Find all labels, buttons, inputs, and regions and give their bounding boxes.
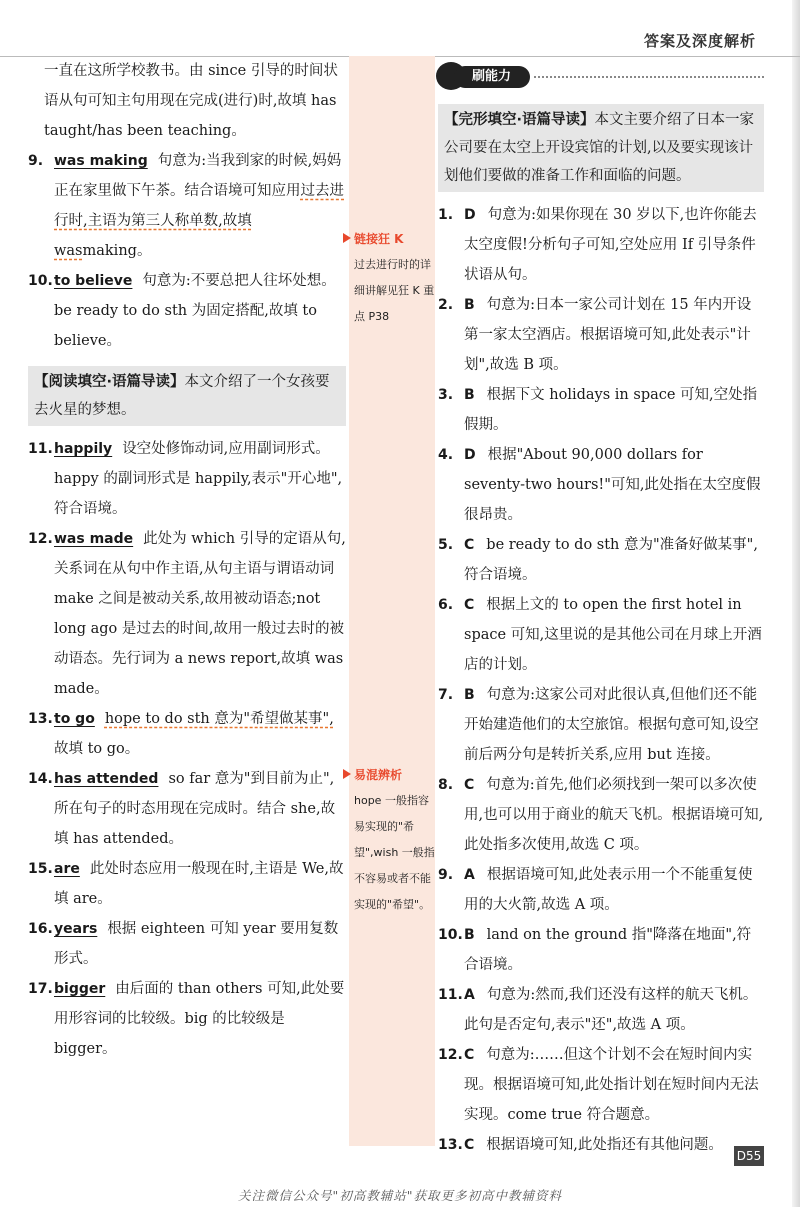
reading-guide-box (28, 366, 346, 426)
list-item (438, 440, 764, 530)
item-text: 根据"About 90,000 dollars for seventy-two hours!"可知,此处指在太空度假很昂贵。 (464, 447, 761, 523)
item-number: 5. (438, 537, 454, 553)
item-answer: B (464, 927, 475, 943)
item-text: 此处时态应用一般现在时,主语是 We,故填 are。 (54, 861, 344, 907)
note-heading: 链接狂 K (354, 232, 404, 246)
item-text: 句意为:日本一家公司计划在 15 年内开设第一家太空酒店。根据语境可知,此处表示"计划",故选 B 项。 (464, 297, 752, 373)
note-heading: 易混辨析 (354, 768, 403, 782)
list-item (438, 1130, 764, 1160)
item-number: 10. (28, 273, 53, 289)
item-number: 12. (28, 531, 53, 547)
item-answer: years (54, 921, 98, 937)
item-text: 句意为:当我到家的时候,妈妈正在家里做下午茶。结合语境可知应用 (54, 153, 342, 199)
item-number: 1. (438, 207, 454, 223)
item-answer: has attended (54, 771, 159, 787)
item-text: 句意为:如果你现在 30 岁以下,也许你能去太空度假!分析句子可知,空处应用 If 引导条件状语从句。 (464, 207, 757, 283)
item-number: 9. (438, 867, 454, 883)
margin-note-strip (349, 56, 435, 1146)
linked-text: hope to do sth 意为"希望做某事", (104, 711, 334, 727)
guide-label: 【完形填空·语篇导读】 (444, 112, 595, 128)
item-text: 根据下文 holidays in space 可知,空处指假期。 (464, 387, 758, 433)
guide-label: 【阅读填空·语篇导读】 (34, 374, 185, 390)
item-number: 6. (438, 597, 454, 613)
list-item (438, 920, 764, 980)
item-number: 16. (28, 921, 53, 937)
list-item (28, 146, 346, 266)
item-text: 句意为:首先,他们必须找到一架可以多次使用,也可以用于商业的航天飞机。根据语境可知,此处指多次使用,故选 C 项。 (464, 777, 764, 853)
item-answer: was made (54, 531, 134, 547)
item-number: 15. (28, 861, 53, 877)
item-number: 13. (438, 1137, 463, 1153)
list-item (28, 974, 346, 1064)
list-item (438, 980, 764, 1040)
left-column (28, 56, 346, 1064)
item-answer: A (464, 987, 475, 1003)
list-item (438, 1040, 764, 1130)
list-item (28, 524, 346, 704)
list-item (28, 764, 346, 854)
item-answer: C (464, 777, 475, 793)
item-number: 2. (438, 297, 454, 313)
item-answer: D (464, 447, 476, 463)
item-text: 根据上文的 to open the first hotel in space 可知,这里说的是其他公司在月球上开酒店的计划。 (464, 597, 762, 673)
list-item (28, 434, 346, 524)
list-item (438, 200, 764, 290)
list-item (28, 704, 346, 764)
page-header-title: 答案及深度解析 (643, 32, 756, 50)
badge-divider (534, 76, 764, 78)
item-answer: C (464, 1047, 475, 1063)
item-answer: D (464, 207, 476, 223)
item-number: 12. (438, 1047, 463, 1063)
item-number: 17. (28, 981, 53, 997)
item-text: 一直在这所学校教书。由 since 引导的时间状语从句可知主句用现在完成(进行)时,故填 has taught/has been teaching。 (44, 63, 338, 139)
item-answer: happily (54, 441, 113, 457)
list-item (438, 680, 764, 770)
list-item (438, 590, 764, 680)
list-item (438, 770, 764, 860)
item-answer: A (464, 867, 475, 883)
linked-text: 过去进行时,主语为第三人称单数,故填 was (54, 183, 344, 259)
margin-note-link (349, 226, 435, 330)
item-number: 8. (438, 777, 454, 793)
page-footer: 关注微信公众号"初高教辅站"获取更多初高中教辅资料 (237, 1188, 562, 1203)
note-text: hope 一般指容易实现的"希望",wish 一般指不容易或者不能实现的"希望"。 (354, 794, 435, 911)
item-text: 句意为:……但这个计划不会在短时间内实现。根据语境可知,此处指计划在短时间内无法实现。come true 符合题意。 (464, 1047, 759, 1123)
item-answer: to go (54, 711, 95, 727)
list-item (28, 914, 346, 974)
cloze-guide-box (438, 104, 764, 192)
margin-note-distinction (349, 762, 435, 918)
guide-text: 本文主要介绍了日本一家公司要在太空上开设宾馆的计划,以及要实现该计划他们要做的准备工作和面临的问题。 (444, 112, 755, 184)
item-text: 故填 to go。 (54, 741, 140, 757)
item-number: 11. (28, 441, 53, 457)
list-item (438, 380, 764, 440)
item-answer: C (464, 1137, 475, 1153)
item-text: 句意为:这家公司对此很认真,但他们还不能开始建造他们的太空旅馆。根据句意可知,设空前后两分句是转折关系,应用 but 连接。 (464, 687, 759, 763)
list-item (28, 854, 346, 914)
list-item (28, 56, 346, 146)
page-number: D55 (734, 1146, 764, 1166)
list-item (438, 290, 764, 380)
item-answer: B (464, 387, 475, 403)
item-text: 根据语境可知,此处指还有其他问题。 (486, 1137, 723, 1153)
item-number: 11. (438, 987, 463, 1003)
item-answer: B (464, 297, 475, 313)
item-number: 3. (438, 387, 454, 403)
item-answer: are (54, 861, 80, 877)
item-number: 10. (438, 927, 463, 943)
item-text: 根据 eighteen 可知 year 要用复数形式。 (54, 921, 339, 967)
list-item (28, 266, 346, 356)
guide-text: 本文介绍了一个女孩要去火星的梦想。 (34, 374, 330, 418)
item-text: 此处为 which 引导的定语从句,关系词在从句中作主语,从句主语与谓语动词 make 之间是被动关系,故用被动语态;not long ago 是过去的时间,故用一般过去时的被动语态。先行词为 a news report,故填 was made。 (54, 531, 346, 697)
item-number: 9. (28, 153, 44, 169)
item-number: 4. (438, 447, 454, 463)
item-answer: was making (54, 153, 148, 169)
item-answer: C (464, 537, 475, 553)
badge-label: 刷能力 (454, 66, 530, 88)
item-answer: C (464, 597, 475, 613)
item-text: 设空处修饰动词,应用副词形式。happy 的副词形式是 happily,表示"开心地",符合语境。 (54, 441, 343, 517)
item-text: be ready to do sth 意为"准备好做某事",符合语境。 (464, 537, 758, 583)
list-item (438, 860, 764, 920)
item-text: 由后面的 than others 可知,此处要用形容词的比较级。big 的比较级是 bigger。 (54, 981, 345, 1057)
item-number: 14. (28, 771, 53, 787)
item-text: making。 (82, 243, 152, 259)
note-text: 过去进行时的详细讲解见狂 K 重点 P38 (354, 258, 435, 323)
item-number: 7. (438, 687, 454, 703)
item-text: 句意为:不要总把人往坏处想。be ready to do sth 为固定搭配,故填 to believe。 (54, 273, 336, 349)
right-column (438, 104, 764, 1160)
item-answer: bigger (54, 981, 106, 997)
item-text: so far 意为"到目前为止",所在句子的时态用现在完成时。结合 she,故填 has attended。 (54, 771, 336, 847)
section-badge (436, 62, 530, 90)
item-text: land on the ground 指"降落在地面",符合语境。 (464, 927, 752, 973)
page-edge-shadow (792, 0, 800, 1207)
item-answer: to believe (54, 273, 133, 289)
list-item (438, 530, 764, 590)
item-number: 13. (28, 711, 53, 727)
item-text: 根据语境可知,此处表示用一个不能重复使用的大火箭,故选 A 项。 (464, 867, 753, 913)
item-answer: B (464, 687, 475, 703)
item-text: 句意为:然而,我们还没有这样的航天飞机。此句是否定句,表示"还",故选 A 项。 (464, 987, 758, 1033)
